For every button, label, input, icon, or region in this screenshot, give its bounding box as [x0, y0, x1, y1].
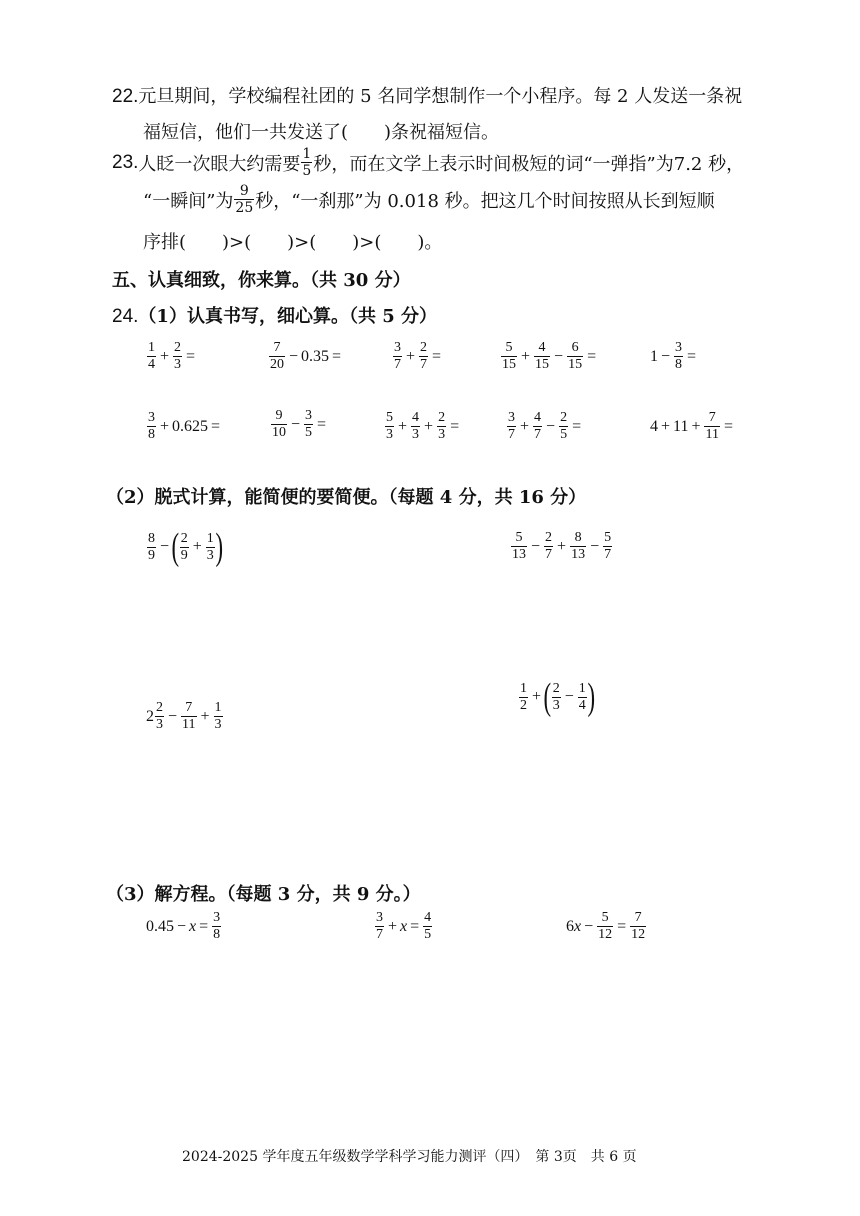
step-calc-3: 2 $\frac{2}{3}$ − $\frac{7}{11}$ + $\frac{1}{3}$ — [146, 700, 222, 732]
step-calc-2: $\frac{5}{13}$ − $\frac{2}{7}$ + $\frac{8}{13}$ − $\frac{5}{7}$ — [512, 530, 612, 562]
question-text: 元旦期间，学校编程社团的 5 名同学想制作一个小程序。每 2 人发送一条祝 — [138, 86, 743, 107]
equation-3: 6 x − $\frac{5}{12}$ = $\frac{7}{12}$ — [566, 910, 646, 942]
question-number: 22. — [112, 86, 139, 107]
page-footer: 2024-2025 学年度五年级数学学科学习能力测评（四） 第 3页 共 6 页 — [182, 1149, 637, 1165]
question-24-part3: （3）解方程。（每题 3 分，共 9 分。） — [106, 884, 421, 905]
oral-calc-b3: $\frac{5}{3}$ + $\frac{4}{3}$ + $\frac{2}{3}$ = — [386, 410, 460, 442]
question-text: 人眨一次眼大约需要 — [138, 153, 301, 175]
question-number: 23. — [112, 151, 139, 173]
fraction: $\frac{9}{25}$ — [235, 183, 254, 216]
oral-calc-a5: 1 − $\frac{3}{8}$ = — [650, 340, 697, 372]
oral-calc-a4: $\frac{5}{15}$ + $\frac{4}{15}$ − $\frac{6}{15}$ = — [502, 340, 597, 372]
question-22-line2: 福短信，他们一共发送了( )条祝福短信。 — [143, 122, 500, 143]
step-calc-1: $\frac{8}{9}$ − ( $\frac{2}{9}$ + $\frac{1}{3}$ ) — [148, 526, 223, 568]
question-23-line3: 序排( )>( )>( )>( )。 — [143, 232, 443, 253]
question-23-line2: “一瞬间”为 $\frac{9}{25}$ 秒，“一刹那”为 0.018 秒。把这几个时间按照从长到短顺 — [143, 183, 715, 216]
question-number: 24. — [112, 306, 139, 327]
step-calc-4: $\frac{1}{2}$ + ( $\frac{2}{3}$ − $\frac{1}{4}$ ) — [520, 676, 595, 718]
oral-calc-b4: $\frac{3}{7}$ + $\frac{4}{7}$ − $\frac{2}{5}$ = — [508, 410, 582, 442]
oral-calc-a3: $\frac{3}{7}$ + $\frac{2}{7}$ = — [394, 340, 442, 372]
question-24-part1: 24.（1）认真书写，细心算。（共 5 分） — [112, 306, 438, 327]
oral-calc-b5: 4 + 11 + $\frac{7}{11}$ = — [650, 410, 733, 442]
question-23 — [112, 146, 744, 179]
oral-calc-a1: $\frac{1}{4}$ + $\frac{2}{3}$ = — [148, 340, 196, 372]
oral-calc-b2: $\frac{9}{10}$ − $\frac{3}{5}$ = — [272, 408, 327, 440]
equation-2: $\frac{3}{7}$ + x = $\frac{4}{5}$ — [376, 910, 432, 942]
section-heading: 五、认真细致，你来算。（共 30 分） — [112, 270, 411, 291]
question-22 — [112, 82, 742, 108]
fraction: $\frac{1}{5}$ — [302, 146, 312, 179]
question-text: 秒，而在文学上表示时间极短的词“一弹指”为7.2 秒， — [313, 153, 745, 175]
oral-calc-a2: $\frac{7}{20}$ − 0.35 = — [270, 340, 342, 372]
question-24-part2: （2）脱式计算，能简便的要简便。（每题 4 分，共 16 分） — [106, 487, 587, 508]
oral-calc-b1: $\frac{3}{8}$ + 0.625 = — [148, 410, 221, 442]
equation-1: 0.45 − x = $\frac{3}{8}$ — [146, 910, 221, 942]
